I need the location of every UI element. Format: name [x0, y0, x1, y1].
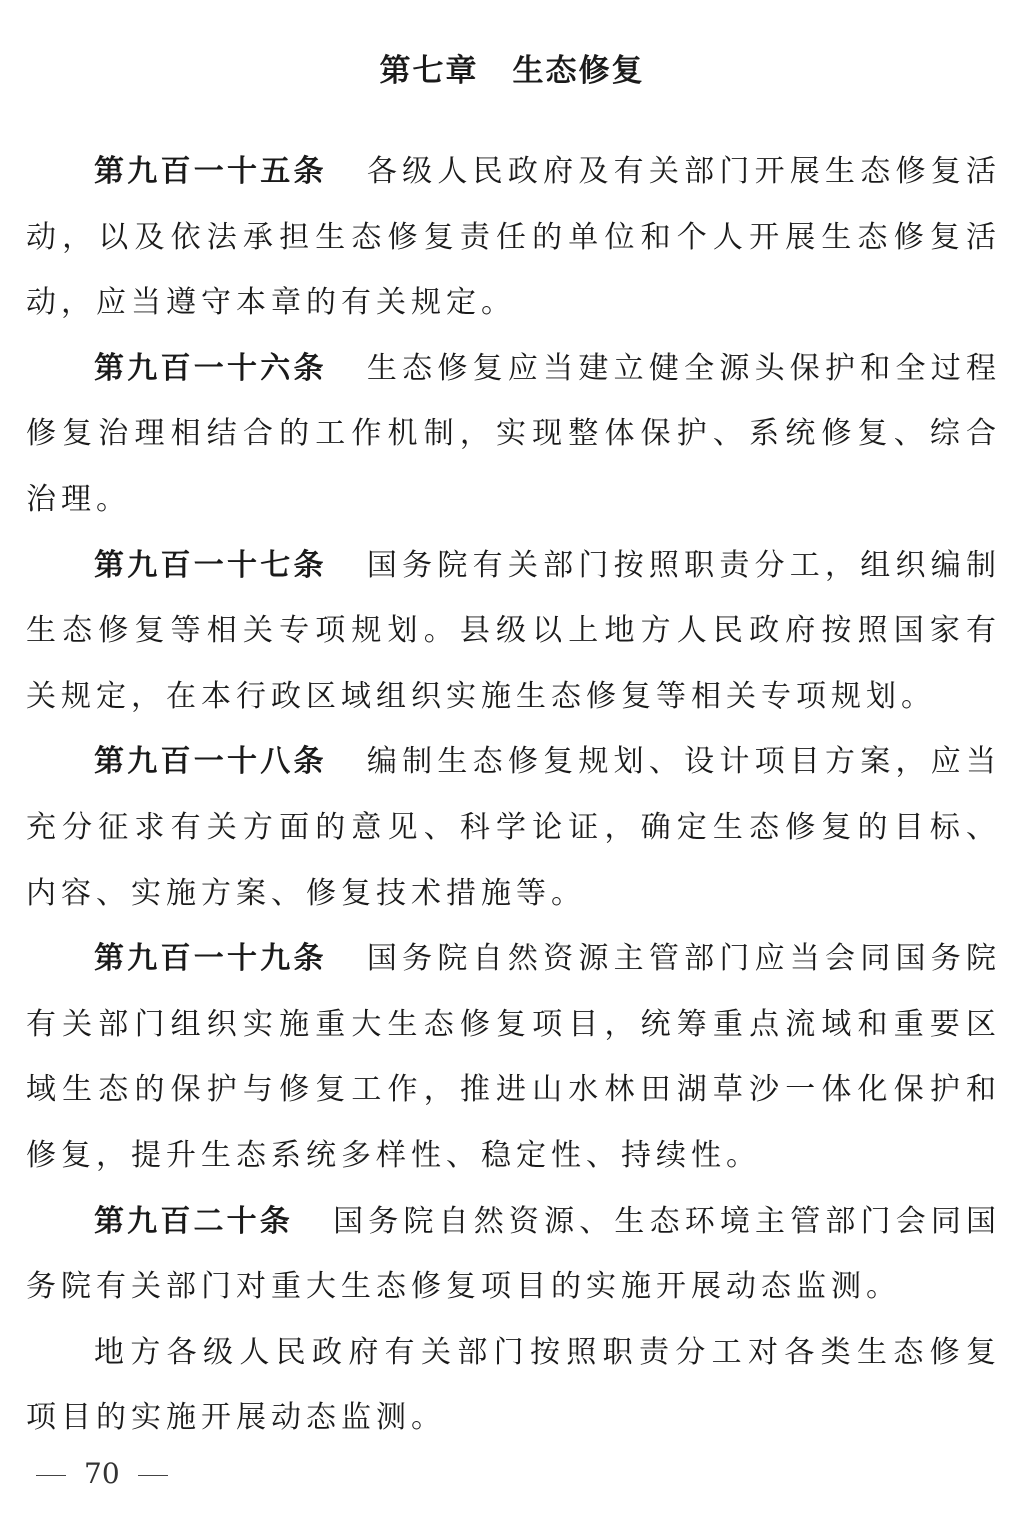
article-text: 国务院自然资源、生态环境主管部门会同国务院有关部门对重大生态修复项目的实施开展动态监测。 [26, 1203, 1002, 1305]
chapter-title [0, 46, 1024, 96]
article-number: 第九百一十九条 [94, 941, 327, 977]
article-915 [26, 139, 1001, 336]
article-number: 第九百一十七条 [94, 547, 327, 583]
page-number: 70 [84, 1457, 120, 1490]
article-920-paragraph-2: 地方各级人民政府有关部门按照职责分工对各类生态修复项目的实施开展动态监测。 [26, 1334, 1001, 1436]
chapter-body [26, 139, 1001, 1451]
footer-dash-left [36, 1475, 66, 1476]
article-number: 第九百一十六条 [94, 350, 327, 386]
chapter-name: 生态修复 [512, 53, 645, 89]
article-text: 生态修复应当建立健全源头保护和全过程修复治理相结合的工作机制，实现整体保护、系统修复、综合治理。 [26, 350, 1002, 517]
page-footer [36, 1454, 186, 1494]
article-916 [26, 336, 1001, 533]
article-918 [26, 729, 1001, 926]
article-text: 各级人民政府及有关部门开展生态修复活动，以及依法承担生态修复责任的单位和个人开展生态修复活动，应当遵守本章的有关规定。 [26, 154, 1002, 321]
footer-dash-right [138, 1475, 168, 1476]
article-text: 国务院自然资源主管部门应当会同国务院有关部门组织实施重大生态修复项目，统筹重点流域和重要区域生态的保护与修复工作，推进山水林田湖草沙一体化保护和修复，提升生态系统多样性、稳定性、持续性。 [26, 941, 1002, 1173]
article-number: 第九百二十条 [94, 1203, 293, 1239]
article-919 [26, 926, 1001, 1188]
article-number: 第九百一十八条 [94, 744, 327, 780]
article-920 [26, 1189, 1001, 1320]
article-text: 国务院有关部门按照职责分工，组织编制生态修复等相关专项规划。县级以上地方人民政府按照国家有关规定，在本行政区域组织实施生态修复等相关专项规划。 [26, 547, 1002, 714]
chapter-number: 第七章 [379, 53, 479, 89]
article-text: 编制生态修复规划、设计项目方案，应当充分征求有关方面的意见、科学论证，确定生态修复的目标、内容、实施方案、修复技术措施等。 [26, 744, 1002, 911]
article-917 [26, 533, 1001, 730]
article-number: 第九百一十五条 [94, 154, 327, 189]
